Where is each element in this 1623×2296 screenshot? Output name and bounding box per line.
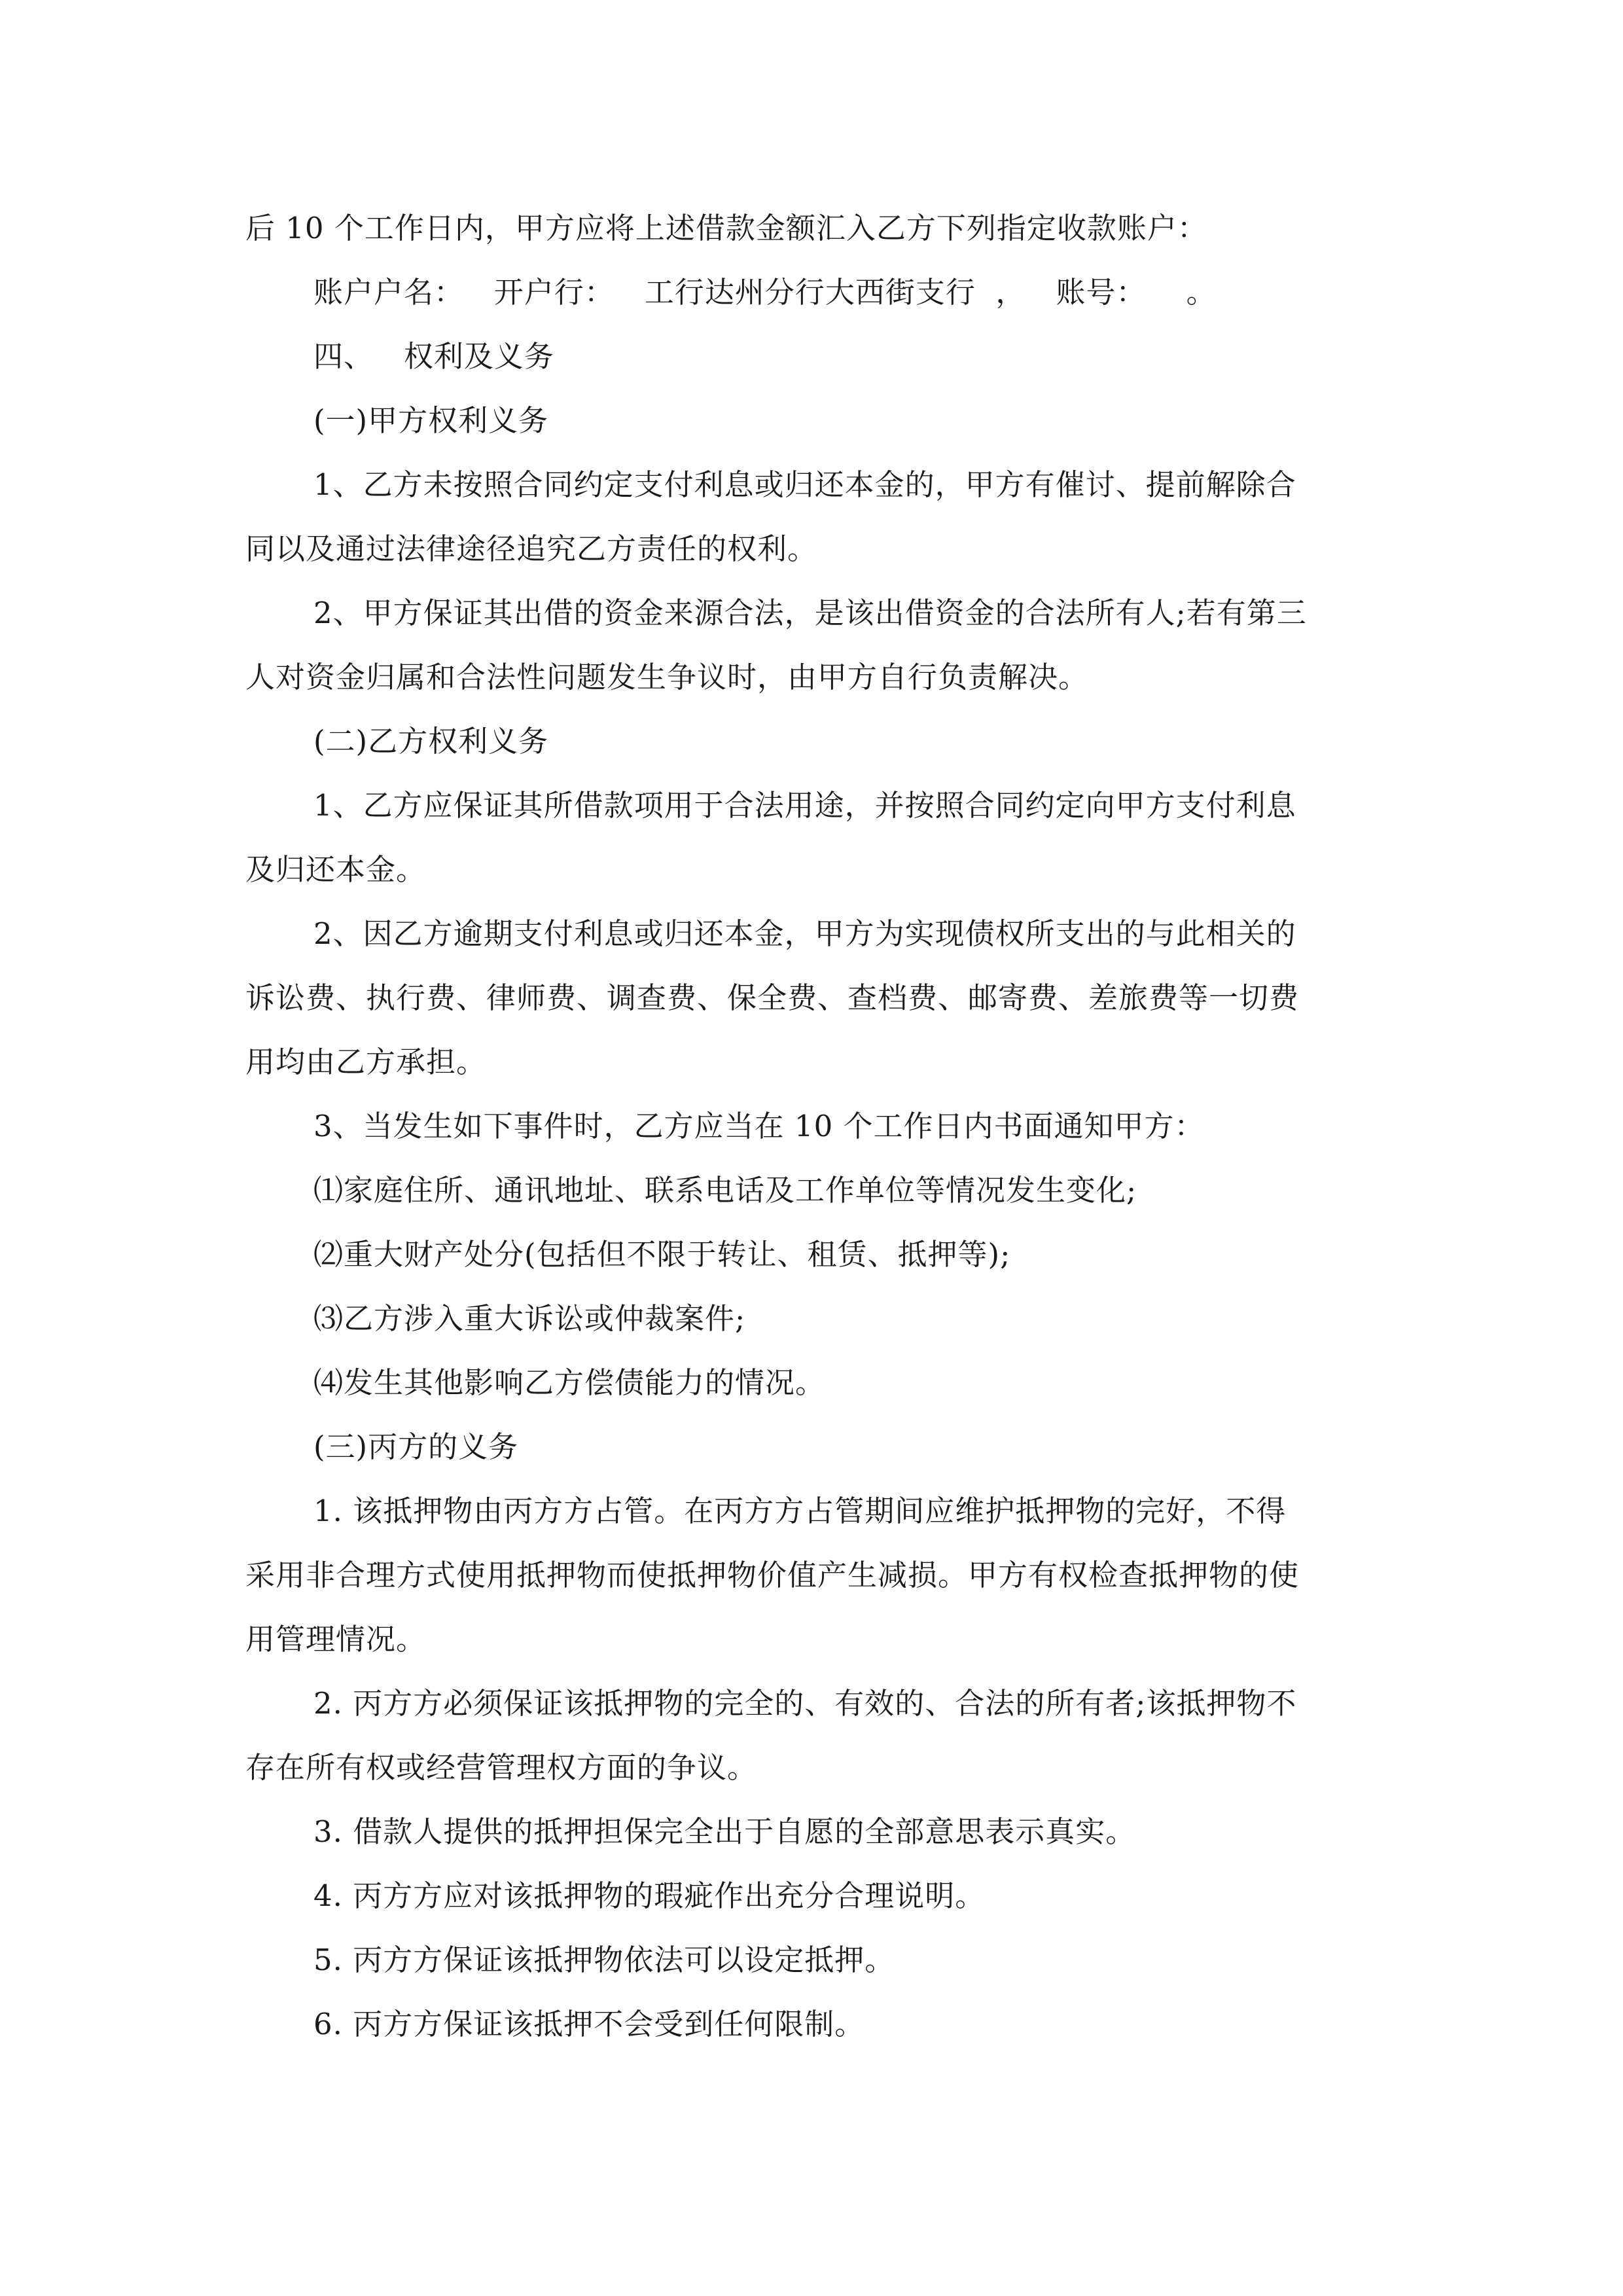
section-heading: 四、 权利及义务 (313, 339, 554, 374)
text-line: 人对资金归属和合法性问题发生争议时，由甲方自行负责解决。 (245, 660, 1089, 694)
list-item: ⑶乙方涉入重大诉讼或仲裁案件; (313, 1301, 746, 1336)
text-line: 采用非合理方式使用抵押物而使抵押物价值产生减损。甲方有权检查抵押物的使 (245, 1558, 1300, 1592)
document-page (245, 196, 1378, 2056)
text-line: 1、乙方未按照合同约定支付利息或归还本金的，甲方有催讨、提前解除合 (313, 467, 1296, 502)
text-line: 存在所有权或经营管理权方面的争议。 (245, 1750, 758, 1785)
text-line: 2. 丙方方必须保证该抵押物的完全的、有效的、合法的所有者;该抵押物不 (313, 1686, 1297, 1721)
list-item: ⑴家庭住所、通讯地址、联系电话及工作单位等情况发生变化; (313, 1173, 1137, 1208)
list-item: 3. 借款人提供的抵押担保完全出于自愿的全部意思表示真实。 (313, 1814, 1136, 1849)
text-line: 用均由乙方承担。 (245, 1045, 487, 1079)
list-item: 6. 丙方方保证该抵押不会受到任何限制。 (313, 2007, 865, 2041)
text-line: 诉讼费、执行费、律师费、调查费、保全费、查档费、邮寄费、差旅费等一切费 (245, 980, 1300, 1015)
text-line: 2、甲方保证其出借的资金来源合法，是该出借资金的合法所有人;若有第三 (313, 596, 1307, 630)
list-item: ⑵重大财产处分(包括但不限于转让、租赁、抵押等); (313, 1237, 1011, 1272)
text-line: 2、因乙方逾期支付利息或归还本金，甲方为实现债权所支出的与此相关的 (313, 916, 1296, 951)
text-line: 1、乙方应保证其所借款项用于合法用途，并按照合同约定向甲方支付利息 (313, 788, 1296, 823)
text-line: 同以及通过法律途径追究乙方责任的权利。 (245, 531, 818, 566)
subsection-heading: (一)甲方权利义务 (313, 403, 549, 438)
list-item: ⑷发生其他影响乙方偿债能力的情况。 (313, 1365, 826, 1400)
text-line: 用管理情况。 (245, 1622, 427, 1657)
text-line: 账户户名： 开户行： 工行达州分行大西街支行 ， 账号： 。 (313, 275, 1217, 310)
text-line: 3、当发生如下事件时，乙方应当在 10 个工作日内书面通知甲方： (313, 1109, 1205, 1143)
text-line: 1. 该抵押物由丙方方占管。在丙方方占管期间应维护抵押物的完好，不得 (313, 1494, 1287, 1528)
list-item: 5. 丙方方保证该抵押物依法可以设定抵押。 (313, 1943, 895, 1977)
text-line: 及归还本金。 (245, 852, 427, 887)
list-item: 4. 丙方方应对该抵押物的瑕疵作出充分合理说明。 (313, 1878, 986, 1913)
subsection-heading: (二)乙方权利义务 (313, 724, 549, 759)
text-line: 后 10 个工作日内，甲方应将上述借款金额汇入乙方下列指定收款账户： (245, 211, 1207, 245)
subsection-heading: (三)丙方的义务 (313, 1429, 519, 1464)
